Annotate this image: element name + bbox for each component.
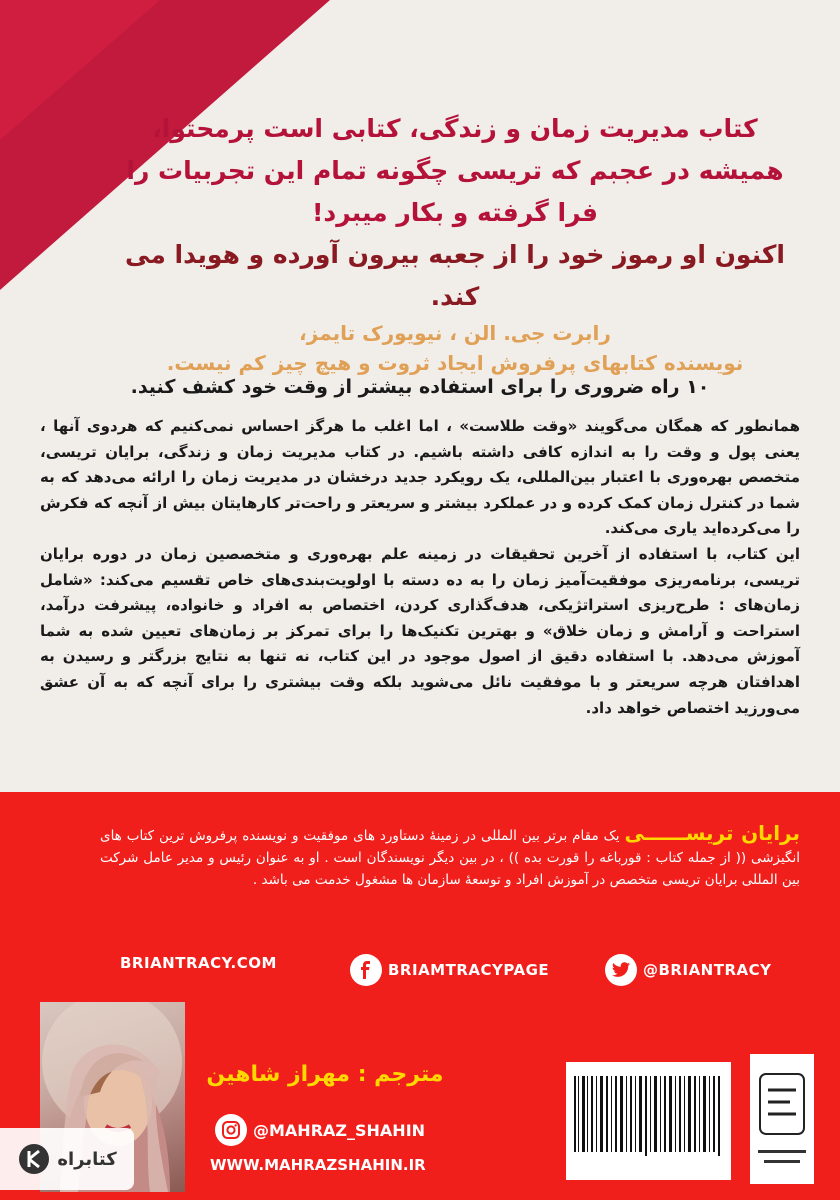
attribution-desc: نویسنده کتابهای پرفروش ایجاد ثروت و هیچ چیز کم نیست. (166, 351, 744, 375)
facebook-label: BRIAMTRACYPAGE (388, 961, 550, 979)
watermark-logo-icon (17, 1142, 51, 1176)
description (40, 414, 800, 721)
twitter-link[interactable] (605, 954, 772, 986)
watermark-badge (0, 1128, 134, 1190)
translator-name: مترجم : مهراز شاهین (206, 1062, 444, 1087)
instagram-link[interactable] (215, 1114, 425, 1146)
website-link[interactable] (120, 954, 277, 972)
barcode (566, 1062, 731, 1180)
facebook-link[interactable] (350, 954, 549, 986)
watermark-label: کتابراه (57, 1148, 117, 1170)
praise-quote-block (110, 108, 800, 378)
description-paragraph: این کتاب، با استفاده از آخرین تحقیقات در زمینه علم بهره‌وری و متخصصین زمان در دوره برایان تریسی، برنامه‌ریزی موفقیت‌آمیز زمان را به ده دسته با اولویت‌بندی‌های خاص تقسیم می‌کند: «شامل زمان‌های : طرح‌ریزی استراتژیکی، هدف‌گذاری کردن، اختصاص به افراد و خانواده، پیشرفت درآمد، استراحت و آرامش و زمان خلاق» و بهترین تکنیک‌ها را برای تمرکز بر زمان‌های تعیین شده به شما آموزش می‌دهد. با استفاده دقیق از اصول موجود در این کتاب، نه تنها به نتایج بزرگتر و رسیدن به اهدافتان هرچه سریعتر و با موفقیت نائل می‌شوید بلکه وقت بیشتری را برای آنچه که به آن عشق می‌ورزید اختصاص خواهد داد. (40, 544, 800, 717)
quote-line: کتاب مدیریت زمان و زندگی، کتابی است پرمحتوا، (152, 114, 758, 143)
attribution-name: رابرت جی. الن ، نیویورک تایمز، (299, 321, 611, 345)
author-bio (100, 822, 800, 891)
quote-line: اکنون او رموز خود را از جعبه بیرون آورده و هویدا می کند. (125, 240, 785, 311)
instagram-label: @MAHRAZ_SHAHIN (253, 1120, 426, 1140)
quote-line: همیشه در عجبم که تریسی چگونه تمام این تجربیات را (126, 156, 784, 185)
twitter-label: @BRIANTRACY (643, 961, 772, 979)
facebook-icon (350, 954, 382, 986)
translator-website[interactable]: WWW.MAHRAZSHAHIN.IR (210, 1156, 426, 1174)
website-label: BRIANTRACY.COM (120, 954, 277, 972)
quote-line: فرا گرفته و بکار میبرد! (311, 198, 599, 227)
twitter-icon (605, 954, 637, 986)
author-name: برایان تریســــــی (624, 821, 801, 845)
description-paragraph: همانطور که همگان می‌گویند «وقت طلاست» ، اما اغلب ما هرگز احساس نمی‌کنیم که هردوی آنها ، یعنی پول و وقت را به اندازه کافی داشته باشیم. در کتاب مدیریت زمان و زندگی، برایان تریسی، متخصص بهره‌وری با اعتبار بین‌المللی، یک رویکرد جدید درخشان در مدیریت زمان را ارائه می‌دهد که به شما در کنترل زمان کمک کرده و در عملکرد بیشتر و سریعتر و راحت‌تر کارهایتان بیش از آنچه که فکرش را می‌کرده‌اید یاری می‌کند. (40, 417, 800, 538)
instagram-icon (215, 1114, 247, 1146)
social-links (0, 954, 840, 994)
author-bio-text: یک مقام برتر بین المللی در زمینۀ دستاورد های موفقیت و نویسنده پرفروش ترین کتاب های انگیزشی (( از جمله کتاب : قورباغه را قورت بده )) ، در بین دیگر نویسندگان است . او به عنوان رئیس و مدیر عامل شرکت بین المللی برایان تریسی متخصص در آموزش افراد و توسعۀ سازمان ها مشغول خدمت می باشد . (100, 828, 800, 888)
headline: ۱۰ راه ضروری را برای استفاده بیشتر از وقت خود کشف کنید. (130, 376, 710, 398)
publisher-logo (750, 1054, 814, 1184)
